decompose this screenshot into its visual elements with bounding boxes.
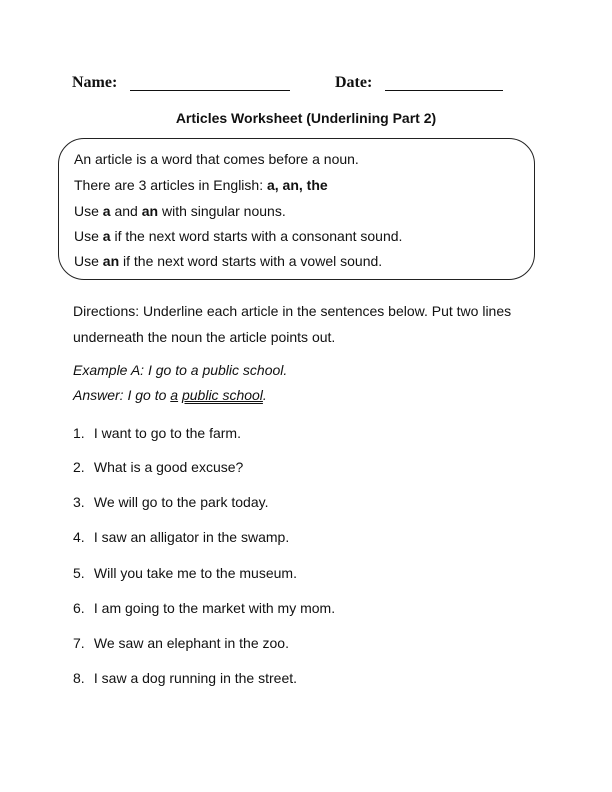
example-answer <box>73 387 267 403</box>
question-text: Will you take me to the museum. <box>93 565 297 581</box>
rule-text: if the next word starts with a vowel sound. <box>119 253 383 269</box>
question-text: I am going to the market with my mom. <box>93 600 336 616</box>
name-blank-line <box>130 90 290 91</box>
rule-text: Use <box>74 203 103 219</box>
date-blank-line <box>385 90 503 91</box>
rule-line-5 <box>74 253 382 269</box>
directions-text: Directions: Underline each article in the sentences below. Put two lines underneath the noun the article points out. <box>73 303 512 345</box>
worksheet-header <box>72 74 542 96</box>
question-number: 2. <box>73 459 85 475</box>
question-text: We saw an elephant in the zoo. <box>93 635 289 651</box>
question-number: 4. <box>73 529 85 545</box>
question-text: I saw an alligator in the swamp. <box>93 529 290 545</box>
rule-text: if the next word starts with a consonant sound. <box>110 228 403 244</box>
question-number: 8. <box>73 670 85 686</box>
date-label: Date: <box>335 74 373 91</box>
question-8 <box>73 670 297 686</box>
rule-line-2 <box>74 177 328 193</box>
rule-text: An article is a word that comes before a noun. <box>74 151 359 167</box>
question-number: 3. <box>73 494 85 510</box>
articles-list: a, an, the <box>266 177 328 193</box>
rule-line-1 <box>74 151 359 167</box>
question-number: 7. <box>73 635 85 651</box>
question-6 <box>73 600 335 616</box>
question-4 <box>73 529 289 545</box>
question-text: I want to go to the farm. <box>93 425 241 441</box>
answer-noun-double-underlined: public school <box>181 387 263 403</box>
rule-text: There are 3 articles in English: <box>74 177 267 193</box>
worksheet-title: Articles Worksheet (Underlining Part 2) <box>175 110 437 126</box>
article-an: an <box>102 253 120 269</box>
question-text: I saw a dog running in the street. <box>93 670 298 686</box>
question-text: We will go to the park today. <box>93 494 269 510</box>
question-3 <box>73 494 268 510</box>
article-an: an <box>141 203 159 219</box>
article-a: a <box>102 203 111 219</box>
rule-text: Use <box>74 253 103 269</box>
question-1 <box>73 425 241 441</box>
question-7 <box>73 635 289 651</box>
question-text: What is a good excuse? <box>93 459 244 475</box>
rule-text: with singular nouns. <box>158 203 286 219</box>
name-label: Name: <box>72 74 118 91</box>
rule-line-4 <box>74 228 402 244</box>
answer-article-underlined: a <box>170 387 179 403</box>
example-sentence: Example A: I go to a public school. <box>73 362 288 378</box>
question-2 <box>73 459 243 475</box>
rules-box <box>58 138 535 280</box>
rule-text: Use <box>74 228 103 244</box>
answer-period: . <box>262 387 267 403</box>
question-5 <box>73 565 297 581</box>
question-number: 1. <box>73 425 85 441</box>
article-a: a <box>102 228 111 244</box>
rule-line-3 <box>74 203 286 219</box>
question-number: 6. <box>73 600 85 616</box>
rule-text: and <box>110 203 142 219</box>
question-number: 5. <box>73 565 85 581</box>
answer-prefix: Answer: I go to <box>73 387 171 403</box>
